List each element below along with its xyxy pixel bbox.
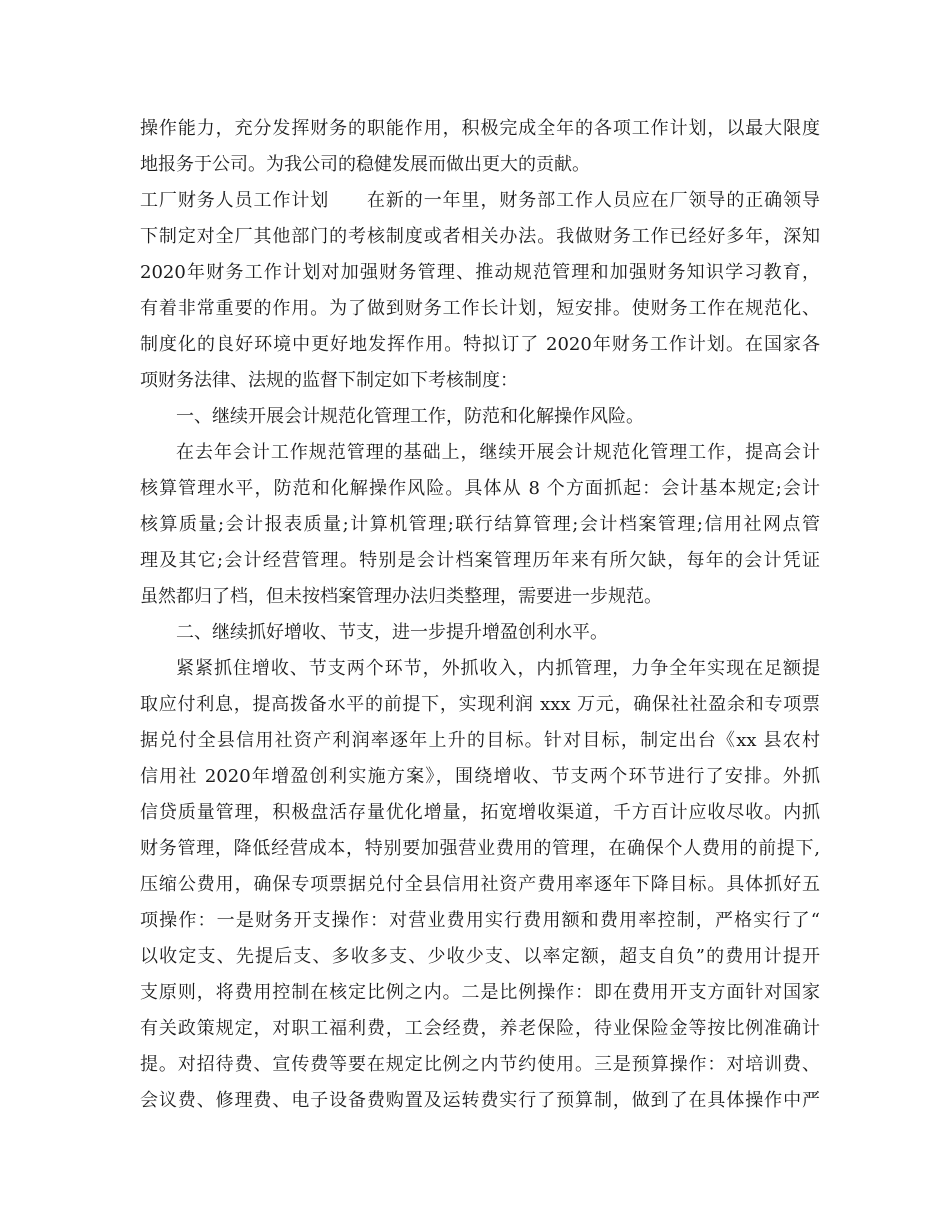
paragraph-line: 地报务于公司。为我公司的稳健发展而做出更大的贡献。 xyxy=(140,154,590,175)
paragraph-line: 财务管理，降低经营成本，特别要加强营业费用的管理，在确保个人费用的前提下, xyxy=(140,838,820,859)
heading-one-line: 一、继续开展会计规范化管理工作，防范和化解操作风险。 xyxy=(176,406,644,427)
paragraph-line: 下制定对全厂其他部门的考核制度或者相关办法。我做财务工作已经好多年，深知 xyxy=(140,226,820,247)
heading-two-line: 二、继续抓好增收、节支，进一步提升增盈创利水平。 xyxy=(176,622,608,643)
paragraph-line: 信贷质量管理，积极盘活存量优化增量，拓宽增收渠道，千方百计应收尽收。内抓 xyxy=(140,802,820,823)
paragraph-line: 紧紧抓住增收、节支两个环节，外抓收入，内抓管理，力争全年实现在足额提 xyxy=(176,658,820,679)
paragraph-line: 项财务法律、法规的监督下制定如下考核制度： xyxy=(140,370,518,391)
section-title-line: 工厂财务人员工作计划 在新的一年里，财务部工作人员应在厂领导的正确领导 xyxy=(140,190,820,211)
paragraph-line: 制度化的良好环境中更好地发挥作用。特拟订了 2020年财务工作计划。在国家各 xyxy=(140,334,820,355)
paragraph-line: 项操作：一是财务开支操作：对营业费用实行费用额和费用率控制，严格实行了“ xyxy=(140,910,820,931)
paragraph-line: 核算质量;会计报表质量;计算机管理;联行结算管理;会计档案管理;信用社网点管 xyxy=(140,514,820,535)
paragraph-line: 操作能力，充分发挥财务的职能作用，积极完成全年的各项工作计划，以最大限度 xyxy=(140,118,820,139)
paragraph-line: 有关政策规定，对职工福利费，工会经费，养老保险，待业保险金等按比例准确计 xyxy=(140,1018,820,1039)
paragraph-line: 信用社 2020年增盈创利实施方案》，围绕增收、节支两个环节进行了安排。外抓 xyxy=(140,766,820,787)
paragraph-line: 压缩公费用，确保专项票据兑付全县信用社资产费用率逐年下降目标。具体抓好五 xyxy=(140,874,820,895)
paragraph-line: 取应付利息，提高拨备水平的前提下，实现利润 xxx 万元，确保社社盈余和专项票 xyxy=(140,694,820,715)
paragraph-line: 有着非常重要的作用。为了做到财务工作长计划，短安排。使财务工作在规范化、 xyxy=(140,298,820,319)
paragraph-line: 虽然都归了档，但未按档案管理办法归类整理，需要进一步规范。 xyxy=(140,586,662,607)
paragraph-line: 会议费、修理费、电子设备费购置及运转费实行了预算制，做到了在具体操作中严 xyxy=(140,1090,820,1111)
paragraph-line: 以收定支、先提后支、多收多支、少收少支、以率定额，超支自负”的费用计提开 xyxy=(140,946,820,967)
paragraph-line: 支原则，将费用控制在核定比例之内。二是比例操作：即在费用开支方面针对国家 xyxy=(140,982,820,1003)
paragraph-line: 2020年财务工作计划对加强财务管理、推动规范管理和加强财务知识学习教育， xyxy=(140,262,820,283)
paragraph-line: 理及其它;会计经营管理。特别是会计档案管理历年来有所欠缺，每年的会计凭证 xyxy=(140,550,820,571)
paragraph-line: 提。对招待费、宣传费等要在规定比例之内节约使用。三是预算操作：对培训费、 xyxy=(140,1054,820,1075)
paragraph-line: 核算管理水平，防范和化解操作风险。具体从 8 个方面抓起：会计基本规定;会计 xyxy=(140,478,820,499)
paragraph-line: 在去年会计工作规范管理的基础上，继续开展会计规范化管理工作，提高会计 xyxy=(176,442,820,463)
paragraph-line: 据兑付全县信用社资产利润率逐年上升的目标。针对目标，制定出台《xx 县农村 xyxy=(140,730,820,751)
